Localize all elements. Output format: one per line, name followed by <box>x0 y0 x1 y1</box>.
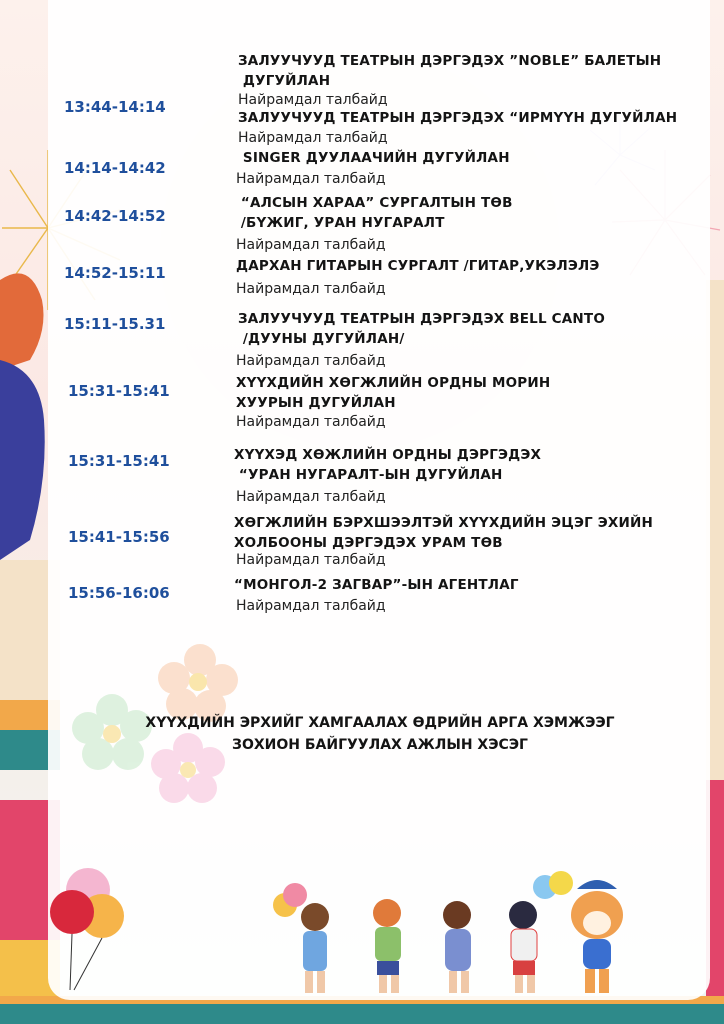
child-icon <box>443 901 471 993</box>
event-title: ХҮҮХЭД ХӨЖЛИЙН ОРДНЫ ДЭРГЭДЭХ “УРАН НУГАРАЛТ-ЫН ДУГУЙЛАН <box>234 447 542 483</box>
event-venue: Найрамдал талбайд <box>236 353 386 369</box>
deer-mascot-icon <box>571 880 623 993</box>
event-title: “АЛСЫН ХАРАА” СУРГАЛТЫН ТӨВ /БҮЖИГ, УРАН НУГАРАЛТ <box>240 195 513 231</box>
event-title: ХӨГЖЛИЙН БЭРХШЭЭЛТЭЙ ХҮҮХДИЙН ЭЦЭГ ЭХИЙН ХОЛБООНЫ ДЭРГЭДЭХ УРАМ ТӨВ <box>234 515 653 551</box>
balloons-icon <box>40 860 140 1000</box>
organizer-footer: ХҮҮХДИЙН ЭРХИЙГ ХАМГААЛАХ ӨДРИЙН АРГА ХЭМЖЭЭГ ЗОХИОН БАЙГУУЛАХ АЖЛЫН ХЭСЭГ <box>145 715 615 753</box>
hand-icon <box>0 273 44 370</box>
event-title: ЗАЛУУЧУУД ТЕАТРЫН ДЭРГЭДЭХ ”NOBLE” БАЛЕТЫН ДУГУЙЛАН <box>238 53 662 89</box>
event-venue: Найрамдал талбайд <box>236 489 386 505</box>
event-title: SINGER ДУУЛААЧИЙН ДУГУЙЛАН <box>238 150 510 166</box>
event-time: 15:56-16:06 <box>68 584 170 602</box>
event-title: ХҮҮХДИЙН ХӨГЖЛИЙН ОРДНЫ МОРИН ХУУРЫН ДУГУЙЛАН <box>236 375 551 411</box>
child-icon <box>373 899 401 993</box>
children-illustration <box>265 865 665 1000</box>
event-time: 13:44-14:14 <box>64 98 166 116</box>
event-time: 14:52-15:11 <box>64 264 166 282</box>
event-venue: Найрамдал талбайд <box>236 171 386 187</box>
event-time: 15:41-15:56 <box>68 528 170 546</box>
event-venue: Найрамдал талбайд <box>236 414 386 430</box>
event-title: “МОНГОЛ-2 ЗАГВАР”-ЫН АГЕНТЛАГ <box>234 577 519 593</box>
event-time: 15:31-15:41 <box>68 382 170 400</box>
event-time: 15:31-15:41 <box>68 452 170 470</box>
event-venue: Найрамдал талбайд <box>236 237 386 253</box>
event-title: ЗАЛУУЧУУД ТЕАТРЫН ДЭРГЭДЭХ BELL CANTO /ДУУНЫ ДУГУЙЛАН/ <box>238 311 606 347</box>
event-time: 15:11-15.31 <box>64 315 166 333</box>
event-title: ДАРХАН ГИТАРЫН СУРГАЛТ /ГИТАР,УКЭЛЭЛЭ <box>236 258 600 274</box>
event-time: 14:42-14:52 <box>64 207 166 225</box>
event-venue: Найрамдал талбайд <box>236 281 386 297</box>
event-venue: Найрамдал талбайд <box>238 92 388 108</box>
child-icon <box>301 903 329 993</box>
event-venue: Найрамдал талбайд <box>238 130 388 146</box>
event-venue: Найрамдал талбайд <box>236 598 386 614</box>
event-time: 14:14-14:42 <box>64 159 166 177</box>
event-title: ЗАЛУУЧУУД ТЕАТРЫН ДЭРГЭДЭХ “ИРМҮҮН ДУГУЙЛАН <box>238 110 678 126</box>
event-venue: Найрамдал талбайд <box>236 552 386 568</box>
child-icon <box>509 901 537 993</box>
flower-icon <box>158 644 238 722</box>
